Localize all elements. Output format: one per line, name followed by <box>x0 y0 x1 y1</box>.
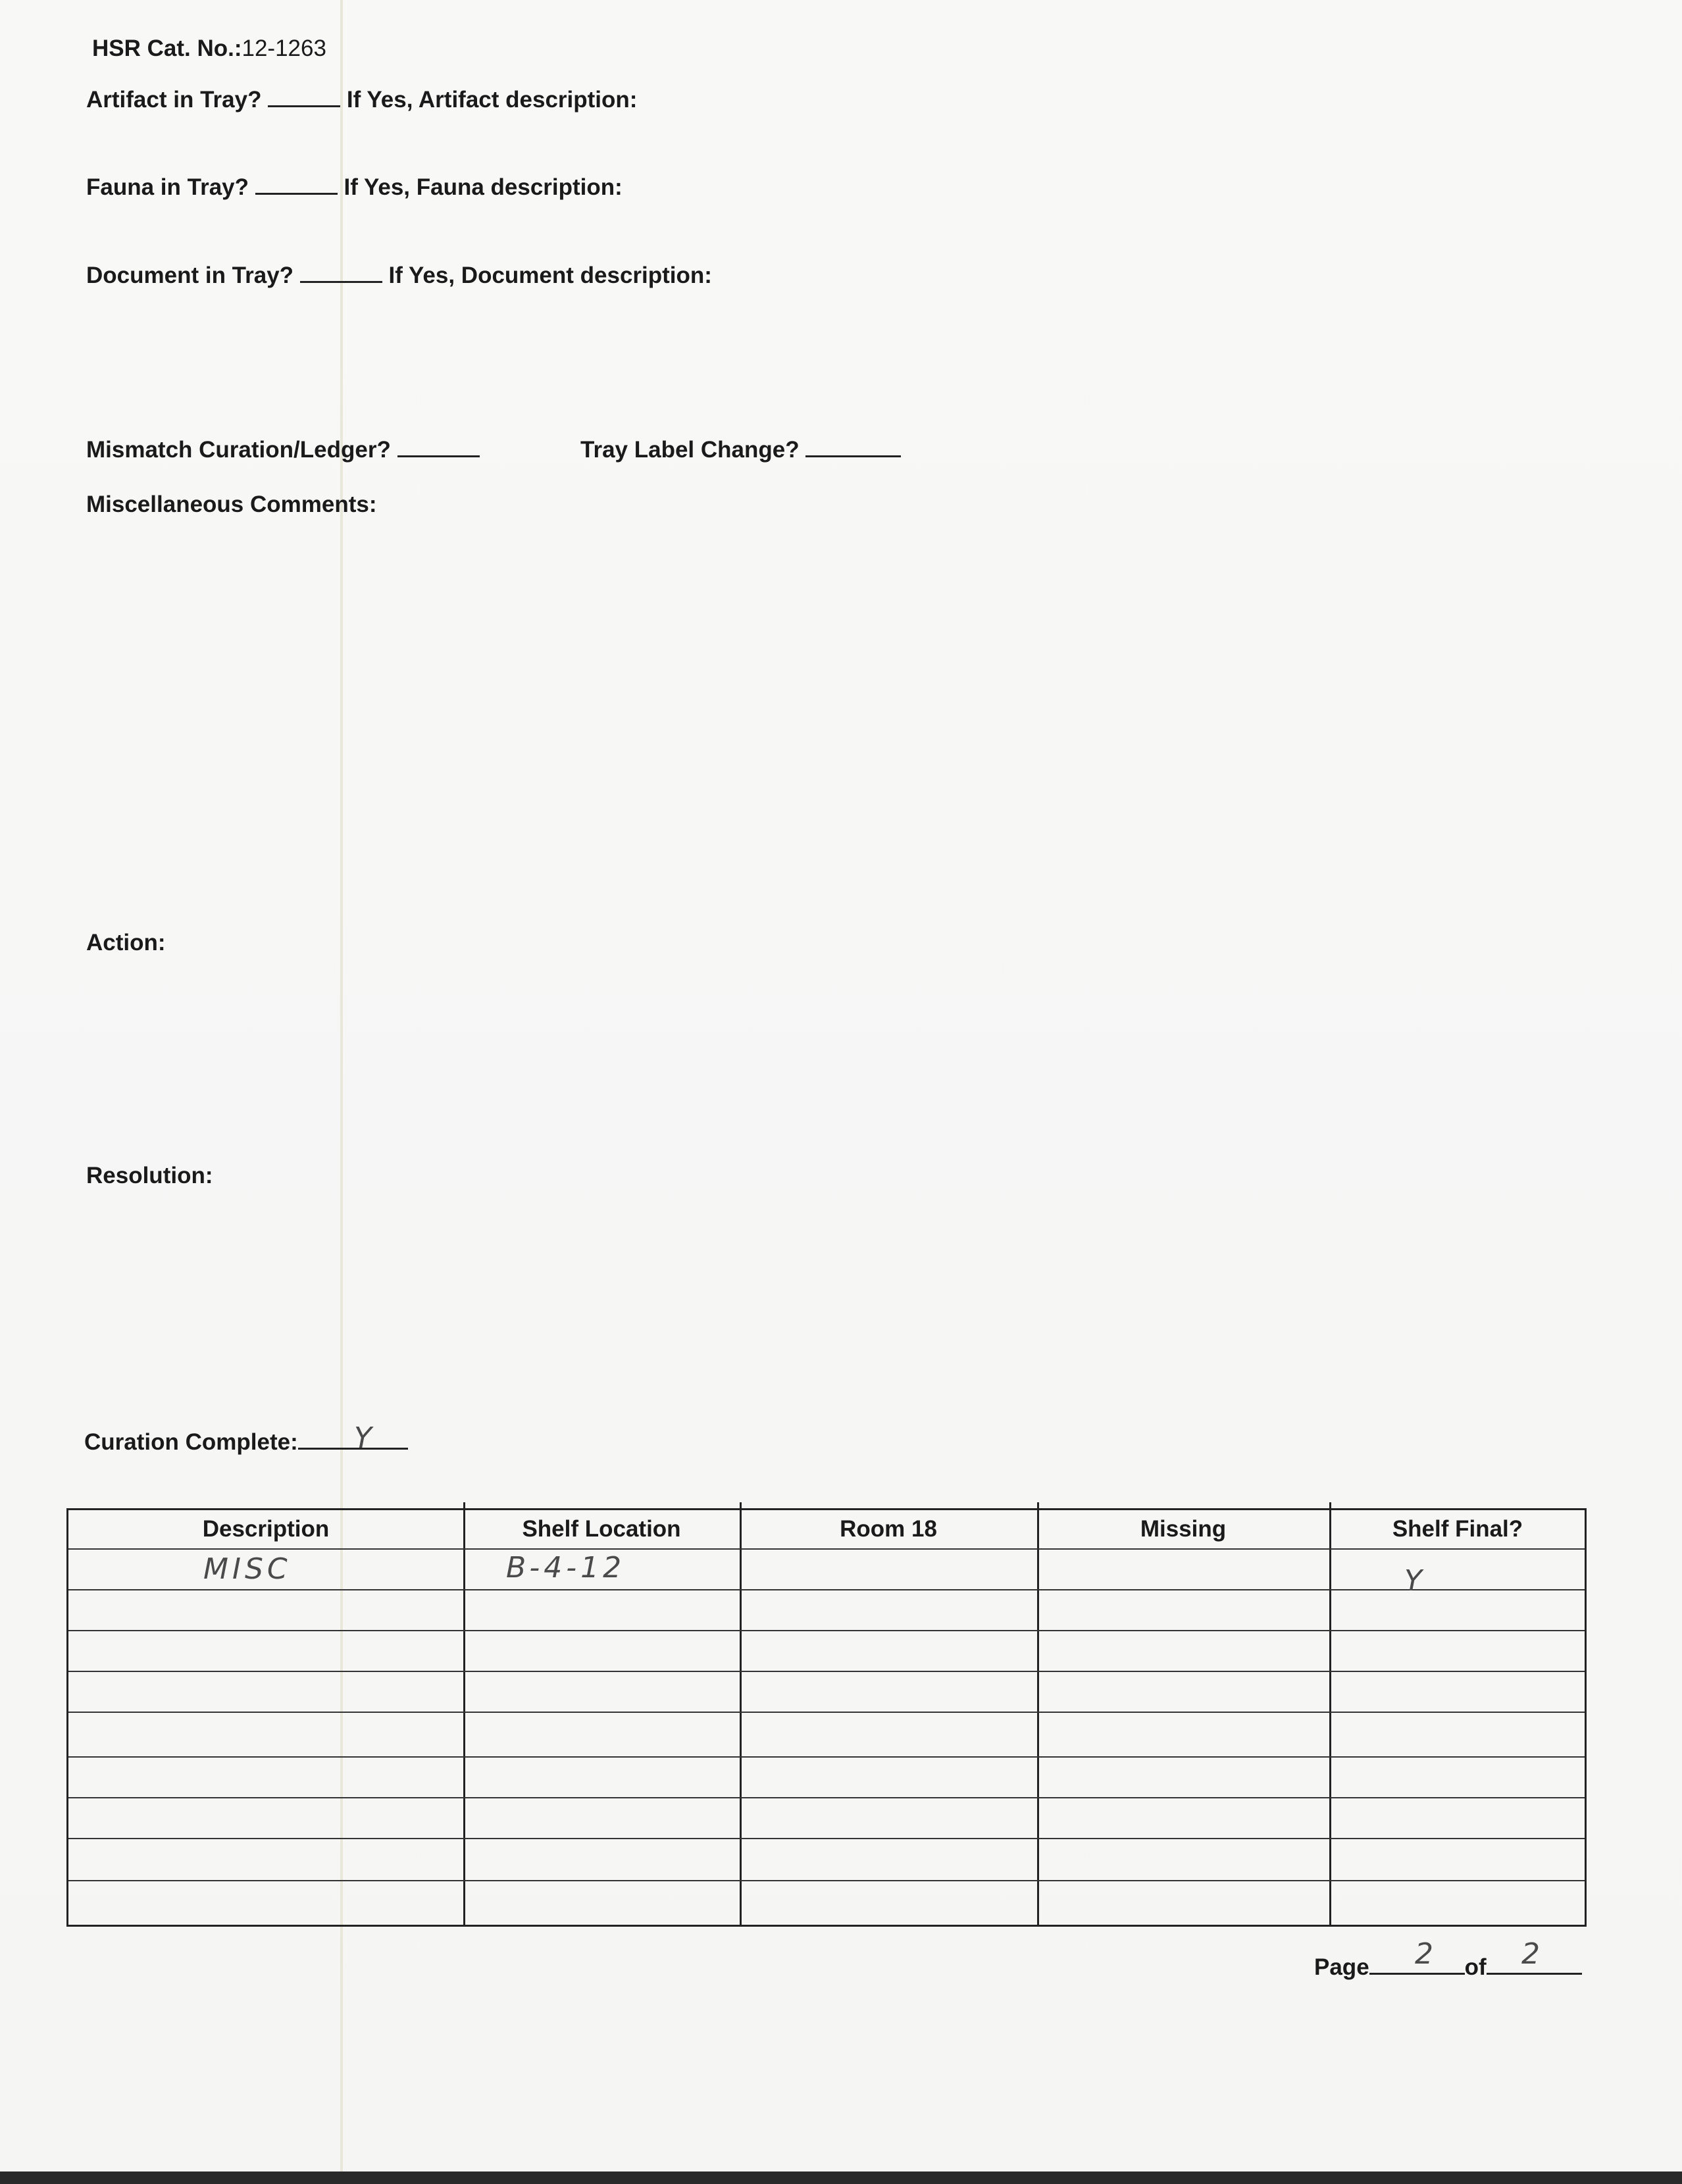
artifact-in-tray-blank[interactable] <box>268 84 340 107</box>
row-divider <box>68 1880 1585 1881</box>
column-divider <box>463 1502 465 1925</box>
column-header-description: Description <box>202 1516 330 1542</box>
inventory-table <box>66 1508 1587 1927</box>
row-divider <box>68 1630 1585 1631</box>
table-cell-description: MISC <box>203 1552 292 1586</box>
document-in-tray-blank[interactable] <box>300 260 382 283</box>
catalog-number-label: HSR Cat. No.: <box>92 36 242 61</box>
artifact-row <box>86 84 637 113</box>
fauna-in-tray-label: Fauna in Tray? <box>86 174 249 200</box>
mismatch-label: Mismatch Curation/Ledger? <box>86 437 391 463</box>
curation-complete-value: Y <box>354 1421 376 1455</box>
catalog-number-value: 12-1263 <box>242 36 326 61</box>
curation-complete-label: Curation Complete: <box>84 1429 298 1455</box>
row-divider <box>68 1797 1585 1798</box>
document-in-tray-label: Document in Tray? <box>86 263 294 288</box>
fauna-description-label: If Yes, Fauna description: <box>344 174 623 200</box>
resolution-label: Resolution: <box>86 1163 213 1188</box>
fauna-row <box>86 172 623 201</box>
tray-label-change-label: Tray Label Change? <box>580 437 800 463</box>
mismatch-blank[interactable] <box>397 434 480 457</box>
column-header-shelf-location: Shelf Location <box>522 1516 681 1542</box>
curation-complete-blank[interactable] <box>298 1427 408 1450</box>
page-number-value: 2 <box>1415 1937 1437 1971</box>
tray-label-row <box>580 434 901 463</box>
row-divider <box>68 1756 1585 1758</box>
action-label: Action: <box>86 930 166 955</box>
scan-bottom-edge <box>0 2171 1682 2184</box>
column-divider <box>740 1502 742 1925</box>
misc-comments-label: Miscellaneous Comments: <box>86 492 377 517</box>
row-divider <box>68 1548 1585 1550</box>
catalog-number <box>92 36 326 62</box>
document-description-label: If Yes, Document description: <box>388 263 712 288</box>
page-total-value: 2 <box>1521 1937 1544 1971</box>
artifact-description-label: If Yes, Artifact description: <box>346 87 638 113</box>
column-divider <box>1329 1502 1331 1925</box>
table-cell-shelf-location: B-4-12 <box>506 1551 626 1585</box>
mismatch-row <box>86 434 480 463</box>
row-divider <box>68 1712 1585 1713</box>
column-header-shelf-final: Shelf Final? <box>1392 1516 1523 1542</box>
table-cell-shelf-final: Y <box>1404 1564 1426 1598</box>
row-divider <box>68 1589 1585 1590</box>
of-label: of <box>1464 1954 1487 1980</box>
row-divider <box>68 1838 1585 1839</box>
fauna-in-tray-blank[interactable] <box>255 172 338 195</box>
row-divider <box>68 1671 1585 1672</box>
tray-label-change-blank[interactable] <box>805 434 901 457</box>
artifact-in-tray-label: Artifact in Tray? <box>86 87 262 113</box>
page-label: Page <box>1314 1954 1369 1980</box>
document-row <box>86 260 712 289</box>
column-divider <box>1037 1502 1039 1925</box>
column-header-missing: Missing <box>1140 1516 1227 1542</box>
column-header-room-18: Room 18 <box>840 1516 937 1542</box>
